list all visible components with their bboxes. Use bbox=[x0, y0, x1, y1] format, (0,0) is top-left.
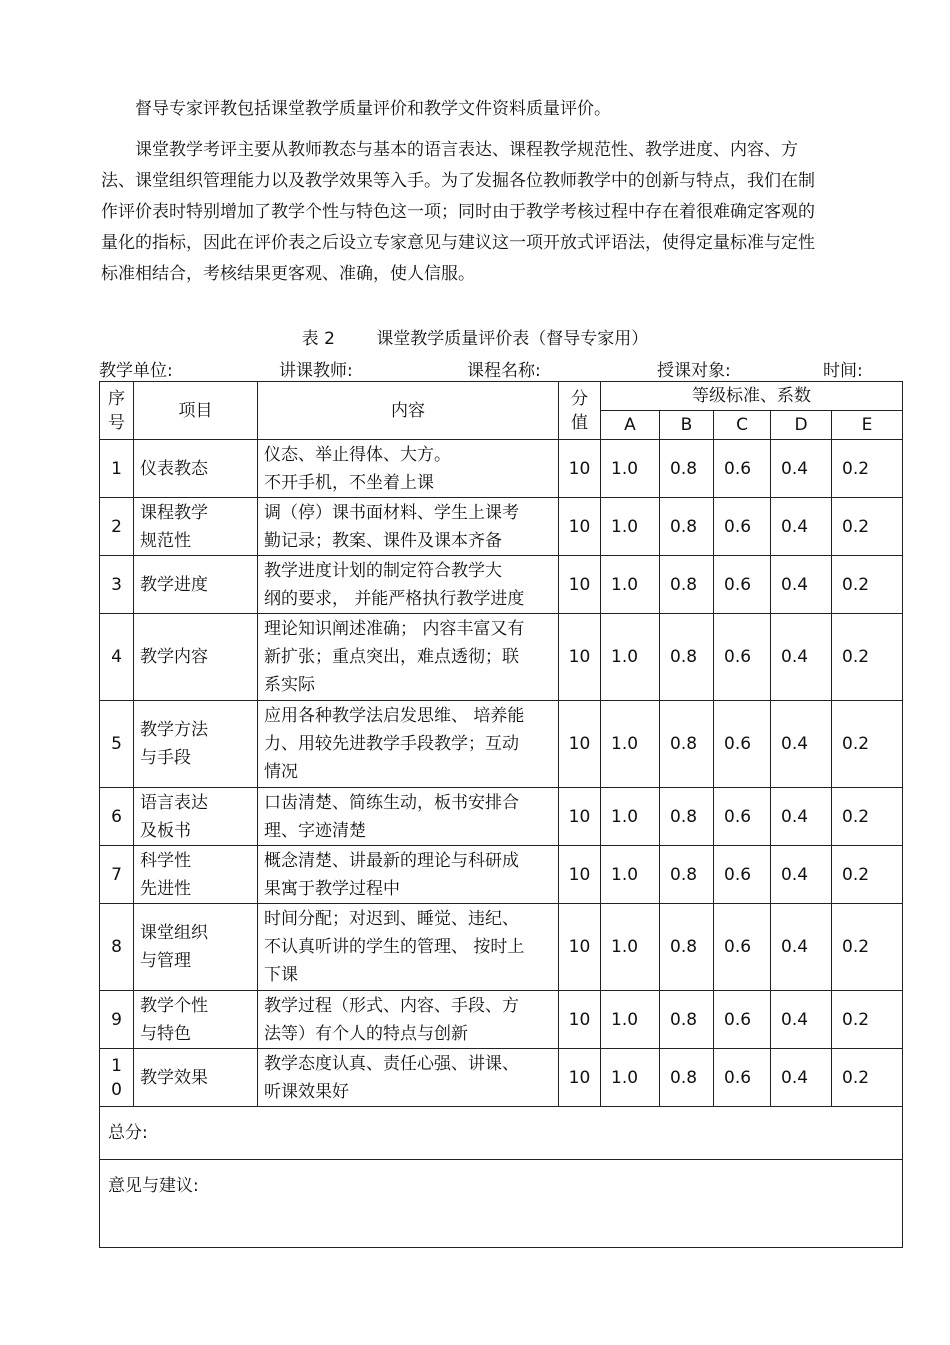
row-content bbox=[258, 440, 559, 498]
intro-text-2: 课堂教学考评主要从教师教态与基本的语言表达、课程教学规范性、教学进度、内容、方法、课堂组织管理能力以及教学效果等入手。为了发掘各位教师教学中的创新与特点，我们在制作评价表时特别增加了教学个性与特色这一项；同时由于教学考核过程中存在着很难确定客观的量化的指标，因此在评价表之后设立专家意见与建议这一项开放式评语法，使得定量标准与定性标准相结合，考核结果更客观、准确，使人信服。 bbox=[101, 140, 815, 284]
total-score-field[interactable]: 总分: bbox=[100, 1107, 903, 1160]
meta-unit-label: 教学单位: bbox=[99, 361, 173, 381]
row-seq-line: 0 bbox=[111, 1079, 122, 1100]
row-seq-line: 4 bbox=[111, 647, 122, 667]
row-score: 10 bbox=[559, 904, 601, 991]
intro-paragraph-2 bbox=[101, 135, 831, 290]
row-item-line: 与管理 bbox=[140, 951, 191, 971]
row-coef-d: 0.4 bbox=[771, 498, 832, 556]
row-seq bbox=[100, 556, 134, 614]
row-item-line: 课程教学 bbox=[140, 502, 208, 523]
row-content bbox=[258, 701, 559, 788]
row-item-line: 教学进度 bbox=[140, 574, 208, 595]
row-coef-e: 0.2 bbox=[832, 991, 903, 1049]
table-number: 表 2 bbox=[301, 329, 335, 349]
opinion-row bbox=[100, 1160, 903, 1248]
row-coef-c: 0.6 bbox=[714, 991, 771, 1049]
row-content bbox=[258, 904, 559, 991]
row-item bbox=[134, 614, 258, 701]
row-seq-line: 9 bbox=[111, 1009, 122, 1030]
row-item-line: 与手段 bbox=[140, 748, 191, 768]
row-item-line: 教学内容 bbox=[140, 647, 208, 667]
row-item-line: 教学个性 bbox=[140, 995, 208, 1016]
intro-text-1: 督导专家评教包括课堂教学质量评价和教学文件资料质量评价。 bbox=[135, 99, 611, 119]
table-row bbox=[100, 991, 903, 1049]
row-content-line: 系实际 bbox=[264, 675, 315, 695]
meta-teacher-label: 讲课教师: bbox=[279, 361, 353, 381]
table-title: 课堂教学质量评价表（督导专家用） bbox=[376, 329, 649, 349]
table-caption bbox=[0, 324, 950, 349]
header-score: 分 值 bbox=[559, 382, 601, 440]
row-item-line: 与特色 bbox=[140, 1023, 191, 1044]
row-seq bbox=[100, 788, 134, 846]
row-coef-a: 1.0 bbox=[601, 440, 660, 498]
row-item bbox=[134, 440, 258, 498]
row-coef-b: 0.8 bbox=[660, 991, 714, 1049]
row-coef-d: 0.4 bbox=[771, 991, 832, 1049]
row-content bbox=[258, 788, 559, 846]
evaluation-table bbox=[99, 381, 903, 1248]
row-content-line: 理论知识阐述准确； 内容丰富又有 bbox=[264, 619, 525, 639]
form-meta-line bbox=[99, 356, 901, 381]
total-row bbox=[100, 1107, 903, 1160]
row-content-line: 听课效果好 bbox=[264, 1081, 349, 1102]
row-content-line: 勤记录；教案、课件及课本齐备 bbox=[264, 530, 502, 551]
row-score: 10 bbox=[559, 498, 601, 556]
row-content-line: 法等）有个人的特点与创新 bbox=[264, 1023, 468, 1044]
row-coef-a: 1.0 bbox=[601, 614, 660, 701]
row-content-line: 下课 bbox=[264, 965, 298, 985]
row-item bbox=[134, 701, 258, 788]
row-coef-e: 0.2 bbox=[832, 614, 903, 701]
row-seq bbox=[100, 846, 134, 904]
row-coef-a: 1.0 bbox=[601, 846, 660, 904]
row-content bbox=[258, 556, 559, 614]
row-content-line: 仪态、举止得体、大方。 bbox=[264, 444, 451, 465]
row-content-line: 理、字迹清楚 bbox=[264, 820, 366, 841]
row-score: 10 bbox=[559, 614, 601, 701]
row-coef-d: 0.4 bbox=[771, 440, 832, 498]
row-coef-a: 1.0 bbox=[601, 701, 660, 788]
row-coef-d: 0.4 bbox=[771, 1049, 832, 1107]
table-row bbox=[100, 788, 903, 846]
table-row bbox=[100, 701, 903, 788]
row-content-line: 时间分配；对迟到、睡觉、违纪、 bbox=[264, 909, 519, 929]
row-score: 10 bbox=[559, 1049, 601, 1107]
row-coef-b: 0.8 bbox=[660, 904, 714, 991]
table-row bbox=[100, 846, 903, 904]
row-item-line: 教学效果 bbox=[140, 1067, 208, 1088]
row-coef-d: 0.4 bbox=[771, 614, 832, 701]
row-coef-c: 0.6 bbox=[714, 1049, 771, 1107]
row-content-line: 调（停）课书面材料、学生上课考 bbox=[264, 502, 519, 523]
row-coef-d: 0.4 bbox=[771, 788, 832, 846]
row-seq-line: 7 bbox=[111, 864, 122, 885]
row-coef-e: 0.2 bbox=[832, 788, 903, 846]
row-content-line: 情况 bbox=[264, 762, 298, 782]
header-seq: 序 号 bbox=[100, 382, 134, 440]
row-coef-b: 0.8 bbox=[660, 614, 714, 701]
table-row bbox=[100, 1049, 903, 1107]
row-item bbox=[134, 1049, 258, 1107]
grade-e: E bbox=[832, 411, 903, 440]
row-seq bbox=[100, 440, 134, 498]
meta-audience-label: 授课对象: bbox=[657, 361, 731, 381]
header-content: 内容 bbox=[258, 382, 559, 440]
row-score: 10 bbox=[559, 701, 601, 788]
row-coef-e: 0.2 bbox=[832, 440, 903, 498]
row-item-line: 仪表教态 bbox=[140, 458, 208, 479]
row-coef-c: 0.6 bbox=[714, 440, 771, 498]
row-content-line: 教学态度认真、责任心强、讲课、 bbox=[264, 1053, 519, 1074]
row-coef-e: 0.2 bbox=[832, 846, 903, 904]
table-row bbox=[100, 440, 903, 498]
row-content bbox=[258, 614, 559, 701]
row-content-line: 应用各种教学法启发思维、 培养能 bbox=[264, 706, 525, 726]
row-seq bbox=[100, 498, 134, 556]
row-coef-c: 0.6 bbox=[714, 556, 771, 614]
grade-c: C bbox=[714, 411, 771, 440]
table-header-row bbox=[100, 382, 903, 411]
row-content-line: 口齿清楚、简练生动，板书安排合 bbox=[264, 792, 519, 813]
row-seq-line: 1 bbox=[111, 1055, 122, 1076]
row-content-line: 不开手机，不坐着上课 bbox=[264, 472, 434, 493]
row-coef-c: 0.6 bbox=[714, 904, 771, 991]
grade-b: B bbox=[660, 411, 714, 440]
row-item bbox=[134, 498, 258, 556]
row-seq-line: 1 bbox=[111, 458, 122, 479]
row-coef-c: 0.6 bbox=[714, 788, 771, 846]
row-coef-c: 0.6 bbox=[714, 498, 771, 556]
row-item bbox=[134, 788, 258, 846]
row-item bbox=[134, 846, 258, 904]
row-coef-e: 0.2 bbox=[832, 556, 903, 614]
row-coef-b: 0.8 bbox=[660, 701, 714, 788]
row-coef-a: 1.0 bbox=[601, 904, 660, 991]
header-grade: 等级标准、系数 bbox=[601, 382, 903, 411]
row-seq-line: 2 bbox=[111, 516, 122, 537]
row-coef-b: 0.8 bbox=[660, 498, 714, 556]
row-coef-c: 0.6 bbox=[714, 846, 771, 904]
row-coef-a: 1.0 bbox=[601, 788, 660, 846]
row-item bbox=[134, 991, 258, 1049]
row-seq-line: 6 bbox=[111, 806, 122, 827]
row-seq bbox=[100, 701, 134, 788]
grade-a: A bbox=[601, 411, 660, 440]
row-content bbox=[258, 846, 559, 904]
row-seq bbox=[100, 991, 134, 1049]
row-content-line: 教学过程（形式、内容、手段、方 bbox=[264, 995, 519, 1016]
table-row bbox=[100, 498, 903, 556]
row-content-line: 概念清楚、讲最新的理论与科研成 bbox=[264, 850, 519, 871]
table-row bbox=[100, 556, 903, 614]
table-row bbox=[100, 904, 903, 991]
row-content bbox=[258, 1049, 559, 1107]
meta-course-label: 课程名称: bbox=[467, 361, 541, 381]
row-coef-e: 0.2 bbox=[832, 904, 903, 991]
intro-paragraph-1 bbox=[101, 94, 831, 125]
row-coef-b: 0.8 bbox=[660, 556, 714, 614]
row-score: 10 bbox=[559, 556, 601, 614]
row-coef-b: 0.8 bbox=[660, 788, 714, 846]
row-coef-a: 1.0 bbox=[601, 498, 660, 556]
header-item: 项目 bbox=[134, 382, 258, 440]
row-score: 10 bbox=[559, 991, 601, 1049]
row-coef-d: 0.4 bbox=[771, 904, 832, 991]
row-item-line: 先进性 bbox=[140, 878, 191, 899]
row-coef-a: 1.0 bbox=[601, 556, 660, 614]
row-coef-d: 0.4 bbox=[771, 846, 832, 904]
row-content-line: 教学进度计划的制定符合教学大 bbox=[264, 560, 502, 581]
opinion-field[interactable]: 意见与建议: bbox=[100, 1160, 903, 1248]
row-coef-d: 0.4 bbox=[771, 701, 832, 788]
row-score: 10 bbox=[559, 440, 601, 498]
row-item-line: 语言表达 bbox=[140, 792, 208, 813]
row-seq-line: 3 bbox=[111, 574, 122, 595]
row-content-line: 果寓于教学过程中 bbox=[264, 878, 400, 899]
row-content-line: 纲的要求， 并能严格执行教学进度 bbox=[264, 588, 525, 609]
row-coef-c: 0.6 bbox=[714, 701, 771, 788]
row-seq bbox=[100, 904, 134, 991]
row-seq bbox=[100, 614, 134, 701]
row-coef-e: 0.2 bbox=[832, 498, 903, 556]
row-item-line: 规范性 bbox=[140, 530, 191, 551]
row-seq-line: 8 bbox=[111, 937, 122, 957]
row-coef-a: 1.0 bbox=[601, 991, 660, 1049]
row-content-line: 不认真听讲的学生的管理、 按时上 bbox=[264, 937, 525, 957]
row-coef-e: 0.2 bbox=[832, 1049, 903, 1107]
meta-time-label: 时间: bbox=[823, 361, 863, 381]
table-row bbox=[100, 614, 903, 701]
row-item bbox=[134, 904, 258, 991]
row-coef-e: 0.2 bbox=[832, 701, 903, 788]
row-content-line: 力、用较先进教学手段教学；互动 bbox=[264, 734, 519, 754]
row-content bbox=[258, 498, 559, 556]
row-score: 10 bbox=[559, 846, 601, 904]
row-content bbox=[258, 991, 559, 1049]
grade-d: D bbox=[771, 411, 832, 440]
row-coef-b: 0.8 bbox=[660, 1049, 714, 1107]
row-item-line: 教学方法 bbox=[140, 720, 208, 740]
row-coef-c: 0.6 bbox=[714, 614, 771, 701]
row-item-line: 课堂组织 bbox=[140, 923, 208, 943]
row-coef-a: 1.0 bbox=[601, 1049, 660, 1107]
row-coef-b: 0.8 bbox=[660, 846, 714, 904]
row-item bbox=[134, 556, 258, 614]
row-seq-line: 5 bbox=[111, 734, 122, 754]
row-score: 10 bbox=[559, 788, 601, 846]
row-coef-b: 0.8 bbox=[660, 440, 714, 498]
row-seq bbox=[100, 1049, 134, 1107]
row-coef-d: 0.4 bbox=[771, 556, 832, 614]
row-item-line: 科学性 bbox=[140, 850, 191, 871]
row-item-line: 及板书 bbox=[140, 820, 191, 841]
row-content-line: 新扩张；重点突出，难点透彻；联 bbox=[264, 647, 519, 667]
